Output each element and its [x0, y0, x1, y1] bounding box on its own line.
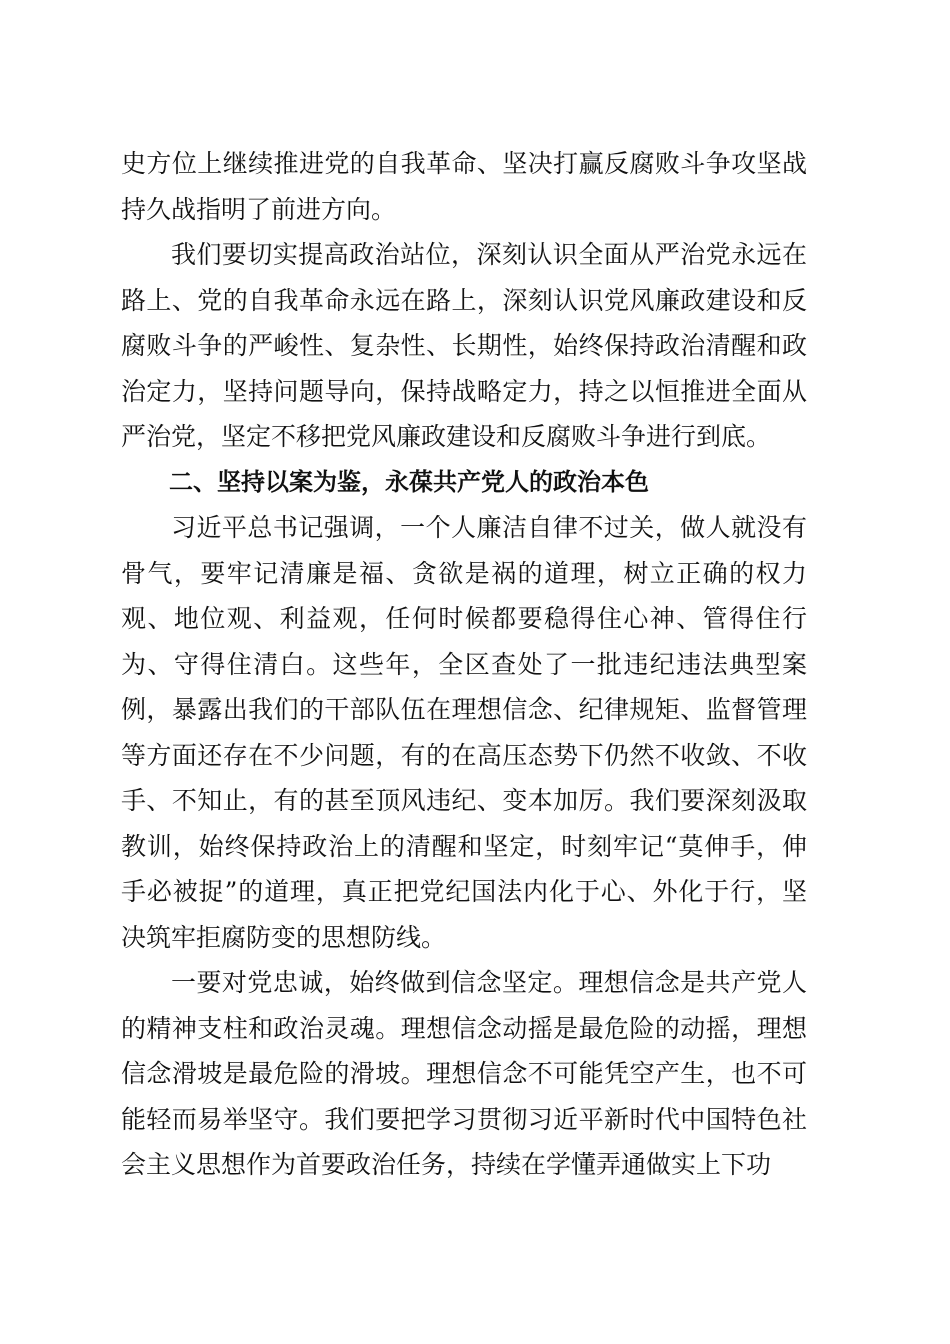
- section-heading: 二、坚持以案为鉴，永葆共产党人的政治本色: [169, 467, 649, 496]
- document-body: [121, 141, 807, 1188]
- paragraph-loyalty-to-party: 一要对党忠诚，始终做到信念坚定。理想信念是共产党人的精神支柱和政治灵魂。理想信念动摇是最危险的动摇，理想信念滑坡是最危险的滑坡。理想信念不可能凭空产生，也不可能轻而易举坚守。我们要把学习贯彻习近平新时代中国特色社会主义思想作为首要政治任务，持续在学懂弄通做实上下功: [121, 968, 807, 1179]
- paragraph-political-stance: 我们要切实提高政治站位，深刻认识全面从严治党永远在路上、党的自我革命永远在路上，深刻认识党风廉政建设和反腐败斗争的严峻性、复杂性、长期性，始终保持政治清醒和政治定力，坚持问题导向，保持战略定力，持之以恒推进全面从严治党，坚定不移把党风廉政建设和反腐败斗争进行到底。: [121, 240, 807, 451]
- paragraph-continuation: 史方位上继续推进党的自我革命、坚决打赢反腐败斗争攻坚战持久战指明了前进方向。: [121, 149, 807, 224]
- paragraph-lessons-from-cases: 习近平总书记强调，一个人廉洁自律不过关，做人就没有骨气，要牢记清廉是福、贪欲是祸的道理，树立正确的权力观、地位观、利益观，任何时候都要稳得住心神、管得住行为、守得住清白。这些年，全区查处了一批违纪违法典型案例，暴露出我们的干部队伍在理想信念、纪律规矩、监督管理等方面还存在不少问题，有的在高压态势下仍然不收敛、不收手、不知止，有的甚至顶风违纪、变本加厉。我们要深刻汲取教训，始终保持政治上的清醒和坚定，时刻牢记“莫伸手，伸手必被捉”的道理，真正把党纪国法内化于心、外化于行，坚决筑牢拒腐防变的思想防线。: [121, 513, 807, 952]
